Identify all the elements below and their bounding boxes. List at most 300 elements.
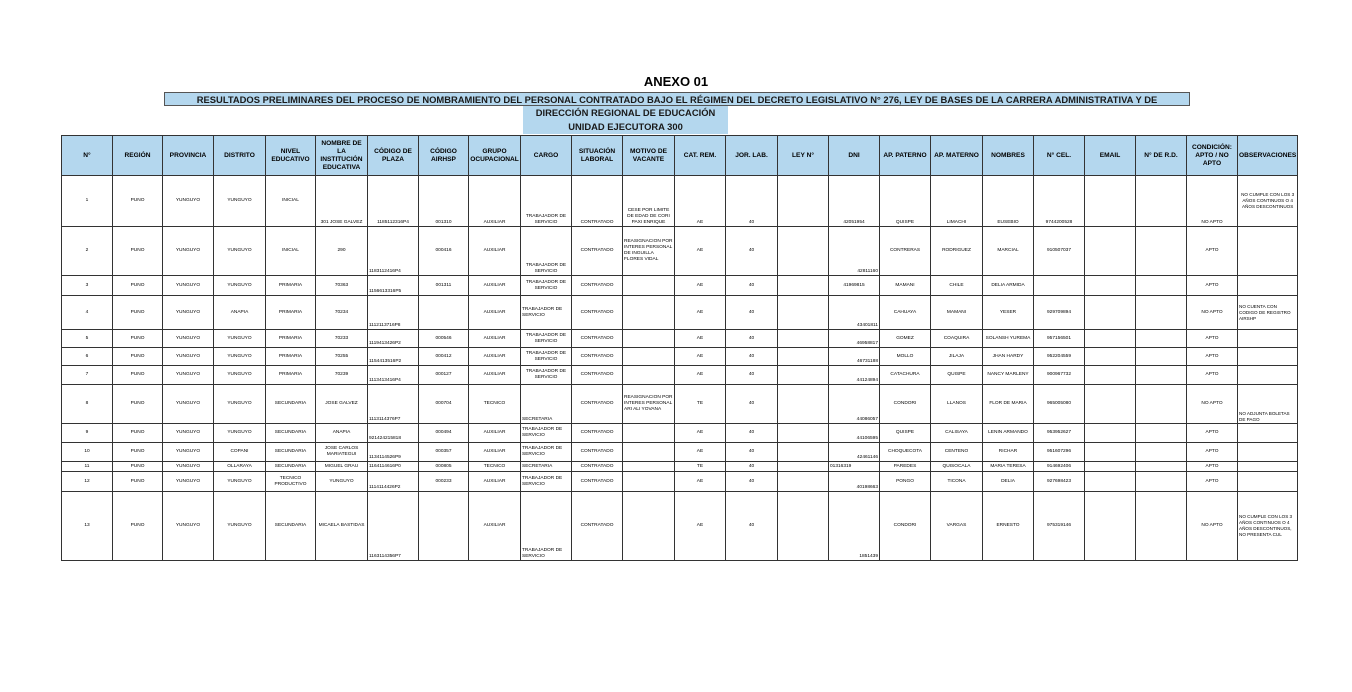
cell: CONTRATADO [572,330,623,348]
cell: PUNO [113,424,163,443]
cell: PRIMARIA [266,276,316,296]
cell: DELIA [983,472,1034,492]
cell: 000416 [419,227,469,276]
cell: YUNGUYO [163,424,214,443]
cell [778,462,829,472]
cell: RICHAR [983,443,1034,462]
table-row [62,348,1298,366]
cell: SECUNDARIA [266,443,316,462]
cell: CESE POR LIMITE DE EDAD DE CORI PAXI ENRIQUE [623,176,675,227]
cell [778,472,829,492]
cell: PRIMARIA [266,366,316,385]
cell: 70239 [316,366,368,385]
cell: 001310 [419,176,469,227]
cell: 7 [62,366,113,385]
cell: LENIN ARMANDO [983,424,1034,443]
cell: MOLLO [880,348,931,366]
cell: NO CUMPLE CON LOS 3 AÑOS CONTINUOS O 4 AÑOS DESCONTINUOS, NO PRESENTA CUL [1238,492,1298,561]
cell: 000127 [419,366,469,385]
cell [1238,462,1298,472]
cell: QUISPE [880,176,931,227]
cell: NO ADJUNTA BOLETAS DE PAGO [1238,385,1298,424]
cell: LIMACHI [931,176,983,227]
cell: 40 [726,443,778,462]
cell: TRABAJADOR DE SERVICIO [521,330,572,348]
cell: QUISPE [880,424,931,443]
cell: NO CUMPLE CON LOS 3 AÑOS CONTINUOS O 4 AÑOS DESCONTINUOS [1238,176,1298,227]
cell: 44106595 [829,424,880,443]
cell: CONTRATADO [572,385,623,424]
cell [1238,227,1298,276]
cell: CONTRATADO [572,176,623,227]
cell: 1113114376P7 [368,385,419,424]
cell: YUNGUYO [214,176,266,227]
cell: AUXILIAR [469,424,521,443]
cell: CONTRATADO [572,296,623,330]
cell: PUNO [113,385,163,424]
cell: MIGUEL GRAU [316,462,368,472]
cell [1085,366,1136,385]
cell: 000704 [419,385,469,424]
cell: 1163114356P7 [368,492,419,561]
cell: 000412 [419,348,469,366]
cell: AUXILIAR [469,176,521,227]
cell: AUXILIAR [469,348,521,366]
cell: APTO [1187,472,1238,492]
cell: 1134114526P9 [368,443,419,462]
cell: YUNGUYO [214,276,266,296]
cell: ERNESTO [983,492,1034,561]
cell: TE [675,385,726,424]
cell: 953952627 [1034,424,1085,443]
cell: YUNGUYO [214,366,266,385]
cell: AUXILIAR [469,276,521,296]
cell [1136,348,1187,366]
cell: SECUNDARIA [266,385,316,424]
cell: REASIGNACION POR INTERES PERSONAL ARI ALI YOVANA [623,385,675,424]
cell: PRIMARIA [266,296,316,330]
cell: JHAN HARDY [983,348,1034,366]
cell: 46958817 [829,330,880,348]
cell [1085,276,1136,296]
cell [1136,492,1187,561]
cell: YUNGUYO [163,366,214,385]
cell: CAHUAYA [880,296,931,330]
cell: AUXILIAR [469,472,521,492]
cell: 000494 [419,424,469,443]
cell: OLLARAYA [214,462,266,472]
col-header-district: DISTRITO [214,136,266,176]
cell: 921424215818 [368,424,419,443]
cell: MAMANI [931,296,983,330]
cell: COPANI [214,443,266,462]
cell: PUNO [113,443,163,462]
cell: 927698423 [1034,472,1085,492]
cell: 1851439 [829,492,880,561]
cell: APTO [1187,424,1238,443]
cell: AE [675,227,726,276]
cell: 70363 [316,276,368,296]
cell: SECUNDARIA [266,462,316,472]
cell [623,276,675,296]
cell: 40 [726,385,778,424]
col-header-occupational-group: GRUPO OCUPACIONAL [469,136,521,176]
cell: 11 [62,462,113,472]
col-header-condition: CONDICIÓN: APTO / NO APTO [1187,136,1238,176]
col-header-law: LEY N° [778,136,829,176]
col-header-paternal-surname: AP. PATERNO [880,136,931,176]
col-header-work-hours: JOR. LAB. [726,136,778,176]
cell: YUNGUYO [163,385,214,424]
cell: PAREDES [880,462,931,472]
cell: CONTRATADO [572,424,623,443]
cell: PUNO [113,462,163,472]
cell: CALISAYA [931,424,983,443]
cell: AE [675,276,726,296]
cell: PRIMARIA [266,330,316,348]
cell: AUXILIAR [469,443,521,462]
cell: TRABAJADOR DE SERVICIO [521,296,572,330]
cell: 5 [62,330,113,348]
cell [778,227,829,276]
cell [1136,472,1187,492]
cell: JOSE CARLOS MARIATEGUI [316,443,368,462]
cell: ANAPIA [214,296,266,330]
cell [778,296,829,330]
cell: NO CUENTA CON CODIGO DE REGISTRO AIRSHP [1238,296,1298,330]
cell: APTO [1187,462,1238,472]
cell [1136,227,1187,276]
cell: PONGO [880,472,931,492]
cell: CONTRATADO [572,348,623,366]
cell: AE [675,348,726,366]
col-header-maternal-surname: AP. MATERNO [931,136,983,176]
col-header-position-code: CÓDIGO DE PLAZA [368,136,419,176]
cell: YUNGUYO [214,492,266,561]
cell: YUNGUYO [163,492,214,561]
cell: MAMANI [880,276,931,296]
cell [1085,462,1136,472]
cell [419,492,469,561]
cell: LLANOS [931,385,983,424]
col-header-employment-status: SITUACIÓN LABORAL [572,136,623,176]
cell: NO APTO [1187,296,1238,330]
cell: 975319146 [1034,492,1085,561]
cell: PUNO [113,276,163,296]
cell: GOMEZ [880,330,931,348]
cell: CONTRATADO [572,462,623,472]
cell: 914692406 [1034,462,1085,472]
cell: PUNO [113,366,163,385]
cell: YUNGUYO [316,472,368,492]
cell [1136,330,1187,348]
cell: 001311 [419,276,469,296]
cell: PUNO [113,472,163,492]
cell: CATACHURA [880,366,931,385]
cell [1136,276,1187,296]
cell [1238,330,1298,348]
cell: ANAPIA [316,424,368,443]
cell: AE [675,424,726,443]
table-row [62,424,1298,443]
cell [623,296,675,330]
cell: TECNICO [469,385,521,424]
cell: TRABAJADOR DE SERVICIO [521,348,572,366]
cell: 1 [62,176,113,227]
cell: 70255 [316,348,368,366]
cell: 000233 [419,472,469,492]
cell: JILAJA [931,348,983,366]
cell [1136,424,1187,443]
cell: APTO [1187,366,1238,385]
cell: 40 [726,276,778,296]
cell: SECRETARIA [521,462,572,472]
cell: DELIA ARMIDA [983,276,1034,296]
cell: 43401811 [829,296,880,330]
cell: PUNO [113,348,163,366]
cell: SECUNDARIA [266,424,316,443]
cell: TE [675,462,726,472]
cell [1085,176,1136,227]
cell [1136,385,1187,424]
cell: 40 [726,296,778,330]
cell [1085,492,1136,561]
cell: AE [675,176,726,227]
cell: APTO [1187,330,1238,348]
cell: CONTRATADO [572,366,623,385]
cell [1238,424,1298,443]
cell: 40 [726,227,778,276]
cell: 290 [316,227,368,276]
table-row [62,227,1298,276]
cell: 929709894 [1034,296,1085,330]
cell [778,443,829,462]
cell: TRABAJADOR DE SERVICIO [521,227,572,276]
cell: 8 [62,385,113,424]
cell: AE [675,492,726,561]
cell: TRABAJADOR DE SERVICIO [521,443,572,462]
cell [623,443,675,462]
col-header-number: N° [62,136,113,176]
cell [1085,472,1136,492]
cell: 10 [62,443,113,462]
table-row [62,330,1298,348]
cell: YUNGUYO [163,472,214,492]
cell: CONTRATADO [572,227,623,276]
table-row [62,462,1298,472]
cell: TRABAJADOR DE SERVICIO [521,276,572,296]
cell: 000805 [419,462,469,472]
cell: 2 [62,227,113,276]
col-header-rd-number: N° DE R.D. [1136,136,1187,176]
cell: EUSEBIO [983,176,1034,227]
cell: TRABAJADOR DE SERVICIO [521,366,572,385]
col-header-dni: DNI [829,136,880,176]
cell [1136,462,1187,472]
cell: AE [675,443,726,462]
col-header-institution: NOMBRE DE LA INSTITUCIÓN EDUCATIVA [316,136,368,176]
cell: PUNO [113,227,163,276]
cell: YUNGUYO [214,472,266,492]
cell: NO APTO [1187,492,1238,561]
cell: 9744200528 [1034,176,1085,227]
cell [1136,366,1187,385]
col-header-phone: N° CEL. [1034,136,1085,176]
cell [1238,472,1298,492]
cell: QUISPE [931,366,983,385]
cell [1085,424,1136,443]
cell: SECUNDARIA [266,492,316,561]
cell: SOLANSH YUREMA [983,330,1034,348]
cell [778,330,829,348]
cell [1085,296,1136,330]
regional-direction-heading: DIRECCIÓN REGIONAL DE EDUCACIÓN [523,106,728,120]
cell: MARIA TERESA [983,462,1034,472]
cell [1136,443,1187,462]
cell: CONTRATADO [572,276,623,296]
col-header-email: EMAIL [1085,136,1136,176]
cell: VARGAS [931,492,983,561]
cell [778,348,829,366]
cell: NO APTO [1187,385,1238,424]
cell: INICIAL [266,227,316,276]
document-title: ANEXO 01 [643,74,709,89]
cell: YUNGUYO [163,462,214,472]
cell: CONTRATADO [572,472,623,492]
cell: MICAELA BASTIDAS [316,492,368,561]
cell: 13 [62,492,113,561]
results-table [61,135,1298,561]
cell [623,462,675,472]
cell: 42461146 [829,443,880,462]
cell: APTO [1187,348,1238,366]
cell: 910507037 [1034,227,1085,276]
table-row [62,472,1298,492]
cell: TRABAJADOR DE SERVICIO [521,424,572,443]
col-header-post: CARGO [521,136,572,176]
cell: CONTRATADO [572,443,623,462]
cell: AE [675,366,726,385]
col-header-observations: OBSERVACIONES [1238,136,1298,176]
cell: PUNO [113,296,163,330]
cell: 40 [726,176,778,227]
cell: YUNGUYO [163,276,214,296]
cell [623,472,675,492]
cell [1238,276,1298,296]
cell [1034,276,1085,296]
cell: TECNICO PRODUCTIVO [266,472,316,492]
cell: 40 [726,462,778,472]
cell [1238,443,1298,462]
cell [778,424,829,443]
cell: 42811160 [829,227,880,276]
table-row [62,276,1298,296]
cell: CENTENO [931,443,983,462]
cell: 1154413516P2 [368,348,419,366]
cell: SECRETARIA [521,385,572,424]
cell: 44086057 [829,385,880,424]
cell: 4 [62,296,113,330]
cell [623,366,675,385]
cell: 1114114426P2 [368,472,419,492]
table-row [62,296,1298,330]
cell: AE [675,472,726,492]
cell: QUISOCALA [931,462,983,472]
cell: YUNGUYO [214,348,266,366]
cell: 951607296 [1034,443,1085,462]
cell: AUXILIAR [469,492,521,561]
executing-unit-heading: UNIDAD EJECUTORA 300 [523,120,728,134]
cell [1238,366,1298,385]
cell: 40 [726,330,778,348]
cell: RODRIGUEZ [931,227,983,276]
cell: YUNGUYO [163,296,214,330]
cell [1085,227,1136,276]
cell: INICIAL [266,176,316,227]
cell: AE [675,296,726,330]
cell: PUNO [113,176,163,227]
col-header-province: PROVINCIA [163,136,214,176]
cell: 000546 [419,330,469,348]
cell: 301 JOSE GALVEZ [316,176,368,227]
cell: AUXILIAR [469,227,521,276]
cell: YUNGUYO [214,330,266,348]
cell: APTO [1187,227,1238,276]
cell: 1113413416P4 [368,366,419,385]
cell: 952204559 [1034,348,1085,366]
cell: 40 [726,472,778,492]
cell: 46731188 [829,348,880,366]
cell: AUXILIAR [469,330,521,348]
cell [1085,385,1136,424]
cell: AUXILIAR [469,366,521,385]
cell [623,348,675,366]
col-header-pay-category: CAT. REM. [675,136,726,176]
cell: 12 [62,472,113,492]
table-row [62,176,1298,227]
cell: CHILE [931,276,983,296]
cell: APTO [1187,276,1238,296]
cell: TRABAJADOR DE SERVICIO [521,472,572,492]
cell: 40 [726,348,778,366]
cell [778,492,829,561]
cell: PRIMARIA [266,348,316,366]
cell [623,492,675,561]
cell: 1156613316P5 [368,276,419,296]
cell: FLOR DE MARIA [983,385,1034,424]
cell: 1183112416P4 [368,227,419,276]
table-row [62,443,1298,462]
cell [623,330,675,348]
cell [1085,443,1136,462]
cell: 40 [726,424,778,443]
cell: CONDORI [880,385,931,424]
cell: YUNGUYO [163,227,214,276]
cell [778,276,829,296]
cell: YUNGUYO [163,348,214,366]
cell [1085,330,1136,348]
col-header-airhsp-code: CÓDIGO AIRHSP [419,136,469,176]
cell: AUXILIAR [469,296,521,330]
cell [778,366,829,385]
cell: 44124894 [829,366,880,385]
cell [778,176,829,227]
cell: 965005080 [1034,385,1085,424]
cell: YUNGUYO [214,424,266,443]
results-heading: RESULTADOS PRELIMINARES DEL PROCESO DE NOMBRAMIENTO DEL PERSONAL CONTRATADO BAJO EL RÉGIMEN DEL DECRETO LEGISLATIVO N° 276, LEY DE BASES DE LA CARRERA ADMINISTRATIVA Y DE [164,92,1190,106]
cell: YUNGUYO [163,176,214,227]
cell: CONTRERAS [880,227,931,276]
